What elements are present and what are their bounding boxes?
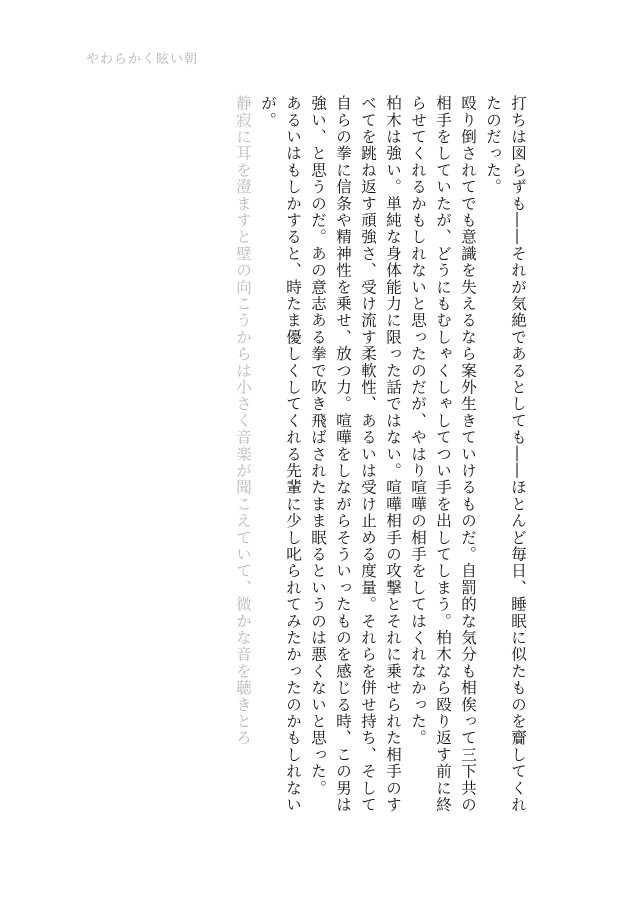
paragraph: 柏木は強い。単純な身体能力に限った話ではない。喧嘩相手の攻撃とそれに乗せられた相手のすべてを跳ね返す頑強さ、受け流す柔軟性、あるいは受け止める度量。それらを併せ持ち、そして自らの拳に信条や精神性を乗せ、放つ力。喧嘩をしながらそういったものを感じる時、この男は強い、と思うのだ。あの意志ある拳で吹き飛ばされたまま眠るというのは悪くないと思った。: [309, 95, 402, 814]
running-header: やわらかく眩い朝: [86, 52, 199, 67]
paragraph: あるいはもしかすると、時たま優しくしてくれる先輩に少し叱られてみたかったのかもしれないが。: [259, 95, 302, 814]
body-text: [230, 95, 530, 825]
paragraph: 打ちは図らずも――それが気絶であるとしても――ほとんど毎日、睡眠に似たものを齎してくれたのだった。: [484, 95, 527, 814]
paragraph: 殴り倒されてでも意識を失えるなら案外生きていけるものだ。自罰的な気分も相俟って三下共の相手をしていたが、どうにもむしゃくしゃしてつい手を出してしまう。柏木なら殴り返す前に終らせてくれるかもしれないと思ったのだが、やはり喧嘩の相手をしてはくれなかった。: [409, 95, 477, 814]
paragraph-faded: 静寂に耳を澄ますと壁の向こうからは小さく音楽が聞こえていて、微かな音を聴きとろ: [234, 95, 252, 747]
